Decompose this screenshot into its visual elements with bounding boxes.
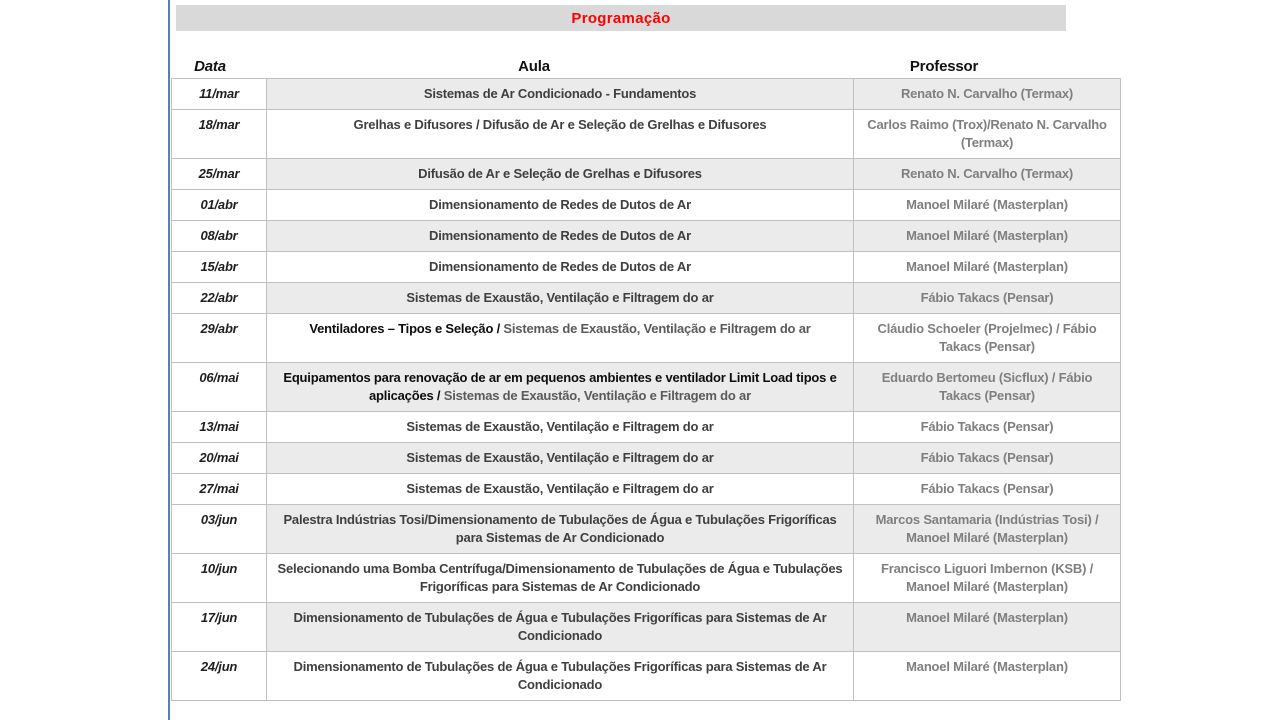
schedule-row [172,412,1121,443]
date-cell: 20/mai [172,443,267,474]
schedule-row [172,652,1121,701]
aula-cell [267,314,854,363]
column-headers [171,55,1069,78]
aula-cell [267,652,854,701]
schedule-row [172,505,1121,554]
schedule-row [172,190,1121,221]
professor-cell: Fábio Takacs (Pensar) [854,474,1121,505]
schedule-row [172,443,1121,474]
column-header-data: Data [194,58,226,75]
professor-cell: Manoel Milaré (Masterplan) [854,221,1121,252]
aula-text-segment: Dimensionamento de Redes de Dutos de Ar [429,259,691,274]
aula-text-segment: Grelhas e Difusores / Difusão de Ar e Seleção de Grelhas e Difusores [353,117,767,132]
date-cell: 06/mai [172,363,267,412]
aula-cell [267,110,854,159]
aula-text-segment: Equipamentos para renovação de ar em pequenos ambientes e ventilador Limit Load tipos e aplicações / [283,370,837,403]
aula-text-segment: Sistemas de Exaustão, Ventilação e Filtragem do ar [406,481,714,496]
aula-cell [267,474,854,505]
aula-cell [267,221,854,252]
column-header-aula: Aula [518,58,550,75]
title-bar [176,5,1066,31]
aula-cell [267,252,854,283]
date-cell: 29/abr [172,314,267,363]
aula-text-segment: Difusão de Ar e Seleção de Grelhas e Difusores [418,166,702,181]
aula-cell [267,443,854,474]
aula-text-segment: Sistemas de Exaustão, Ventilação e Filtragem do ar [406,290,714,305]
column-header-professor: Professor [909,58,979,75]
date-cell: 17/jun [172,603,267,652]
professor-cell: Carlos Raimo (Trox)/Renato N. Carvalho (Termax) [854,110,1121,159]
aula-text-segment: Dimensionamento de Redes de Dutos de Ar [429,228,691,243]
date-cell: 25/mar [172,159,267,190]
professor-cell: Francisco Liguori Imbernon (KSB) / Manoel Milaré (Masterplan) [854,554,1121,603]
date-cell: 15/abr [172,252,267,283]
professor-cell: Manoel Milaré (Masterplan) [854,652,1121,701]
aula-text-segment: Dimensionamento de Tubulações de Água e Tubulações Frigoríficas para Sistemas de Ar Condicionado [293,659,827,692]
page-edge-line [168,0,170,720]
aula-text-segment: Sistemas de Ar Condicionado - Fundamentos [423,86,697,101]
professor-cell: Fábio Takacs (Pensar) [854,283,1121,314]
aula-cell [267,159,854,190]
date-cell: 01/abr [172,190,267,221]
professor-cell: Manoel Milaré (Masterplan) [854,603,1121,652]
schedule-row [172,221,1121,252]
professor-cell: Marcos Santamaria (Indústrias Tosi) / Manoel Milaré (Masterplan) [854,505,1121,554]
professor-cell: Eduardo Bertomeu (Sicflux) / Fábio Takacs (Pensar) [854,363,1121,412]
aula-cell [267,363,854,412]
schedule-row [172,283,1121,314]
schedule-row [172,110,1121,159]
date-cell: 22/abr [172,283,267,314]
schedule-row [172,474,1121,505]
page-title: Programação [571,9,671,27]
professor-cell: Fábio Takacs (Pensar) [854,443,1121,474]
schedule-row [172,363,1121,412]
professor-cell: Renato N. Carvalho (Termax) [854,79,1121,110]
aula-text-segment: Sistemas de Exaustão, Ventilação e Filtragem do ar [443,388,751,403]
aula-text-segment: Selecionando uma Bomba Centrífuga/Dimensionamento de Tubulações de Água e Tubulações Frigoríficas para Sistemas de Ar Condicionado [277,561,843,594]
aula-text-segment: Palestra Indústrias Tosi/Dimensionamento de Tubulações de Água e Tubulações Frigoríficas para Sistemas de Ar Condicionado [283,512,837,545]
professor-cell: Cláudio Schoeler (Projelmec) / Fábio Takacs (Pensar) [854,314,1121,363]
aula-cell [267,79,854,110]
aula-cell [267,283,854,314]
professor-cell: Manoel Milaré (Masterplan) [854,252,1121,283]
schedule-document [171,0,1107,701]
aula-text-segment: Dimensionamento de Tubulações de Água e Tubulações Frigoríficas para Sistemas de Ar Condicionado [293,610,827,643]
date-cell: 10/jun [172,554,267,603]
aula-cell [267,603,854,652]
aula-cell [267,190,854,221]
aula-cell [267,554,854,603]
aula-cell [267,412,854,443]
schedule-row [172,159,1121,190]
professor-cell: Fábio Takacs (Pensar) [854,412,1121,443]
aula-text-segment: Sistemas de Exaustão, Ventilação e Filtragem do ar [503,321,811,336]
schedule-row [172,554,1121,603]
professor-cell: Renato N. Carvalho (Termax) [854,159,1121,190]
aula-cell [267,505,854,554]
schedule-row [172,314,1121,363]
schedule-row [172,603,1121,652]
aula-text-segment: Sistemas de Exaustão, Ventilação e Filtragem do ar [406,450,714,465]
date-cell: 03/jun [172,505,267,554]
aula-text-segment: Sistemas de Exaustão, Ventilação e Filtragem do ar [406,419,714,434]
schedule-table [171,78,1121,701]
date-cell: 24/jun [172,652,267,701]
schedule-row [172,79,1121,110]
date-cell: 18/mar [172,110,267,159]
date-cell: 13/mai [172,412,267,443]
schedule-row [172,252,1121,283]
date-cell: 27/mai [172,474,267,505]
date-cell: 08/abr [172,221,267,252]
aula-text-segment: Ventiladores – Tipos e Seleção / [309,321,504,336]
date-cell: 11/mar [172,79,267,110]
professor-cell: Manoel Milaré (Masterplan) [854,190,1121,221]
aula-text-segment: Dimensionamento de Redes de Dutos de Ar [429,197,691,212]
